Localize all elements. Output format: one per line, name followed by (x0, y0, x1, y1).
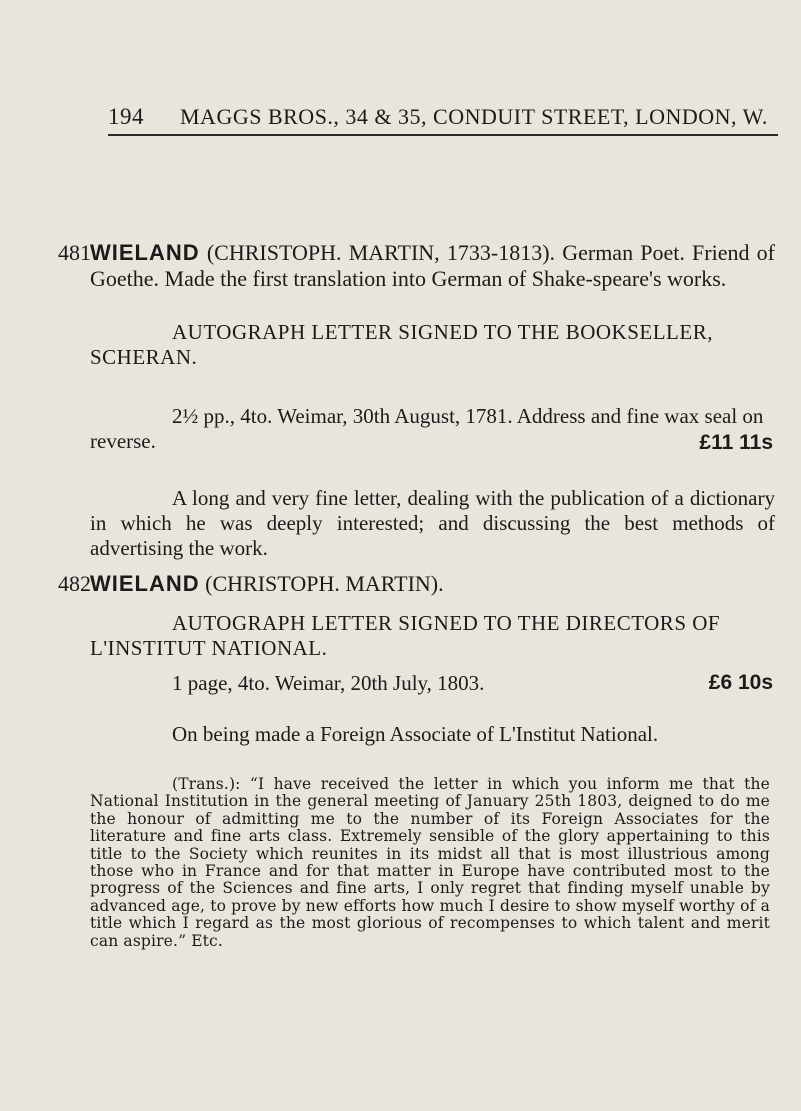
page-number: 194 (108, 104, 144, 129)
item-occasion (90, 722, 775, 747)
price: £6 10s (708, 671, 773, 694)
subject-description: (CHRISTOPH. MARTIN). (205, 571, 444, 596)
item-description-text: A long and very fine letter, dealing with the publication of a dictionary in which he was deeply interested; and discussing the best methods of advertising the work. (90, 486, 775, 560)
item-title (90, 611, 775, 661)
subject-name: WIELAND (90, 240, 200, 265)
translation-quote (90, 776, 770, 950)
header-rule (108, 134, 778, 136)
item-title-text: AUTOGRAPH LETTER SIGNED TO THE BOOKSELLER, SCHERAN. (90, 320, 713, 369)
lot-number: 481 (58, 240, 91, 265)
item-details (90, 671, 775, 696)
item-title (90, 320, 775, 370)
item-details-text: 1 page, 4to. Weimar, 20th July, 1803. (172, 671, 485, 695)
item-occasion-text: On being made a Foreign Associate of L'Institut National. (172, 722, 659, 746)
lot-heading (90, 571, 775, 597)
header-title: MAGGS BROS., 34 & 35, CONDUIT STREET, LONDON, W. (180, 104, 768, 129)
page-header (108, 104, 768, 136)
price: £11 11s (699, 431, 773, 454)
subject-name: WIELAND (90, 571, 200, 596)
lot-heading (90, 240, 775, 292)
item-details (90, 404, 775, 454)
subject-description: (CHRISTOPH. MARTIN, 1733-1813). German Poet. Friend of Goethe. Made the first translation into German of Shake-speare's works. (90, 240, 776, 291)
lot-number: 482 (58, 571, 91, 596)
item-title-text: AUTOGRAPH LETTER SIGNED TO THE DIRECTORS OF L'INSTITUT NATIONAL. (90, 611, 721, 660)
item-details-text: 2½ pp., 4to. Weimar, 30th August, 1781. Address and fine wax seal on reverse. (90, 404, 764, 453)
translation-text: (Trans.): “I have received the letter in which you inform me that the National Institution in the general meeting of January 25th 1803, deigned to do me the honour of admitting me to the number of its Foreign Associates for the literature and fine arts class. Extremely sensible of the glory appertaining to this title to the Society which reunites in its midst all that is most illustrious among those who in France and for that matter in Europe have contributed most to the progress of the Sciences and fine arts, I only regret that finding myself unable by advanced age, to prove by new efforts how much I desire to show myself worthy of a title which I regard as the most glorious of recompenses to which talent and merit can aspire.” Etc. (90, 775, 770, 950)
item-description (90, 486, 775, 561)
